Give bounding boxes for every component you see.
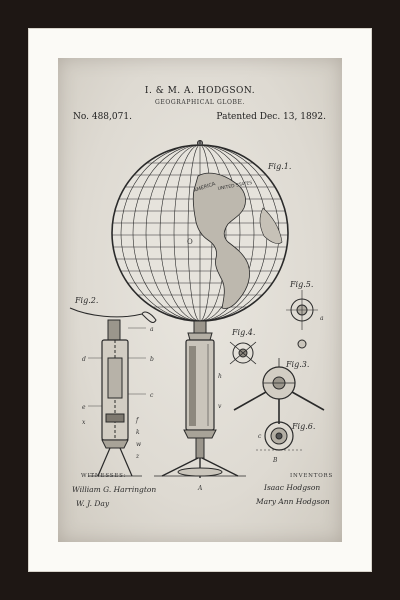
ref-letter: h	[218, 373, 222, 380]
ref-letter: z	[136, 453, 140, 460]
figure-4-socket	[230, 342, 256, 364]
ref-letter: A	[198, 485, 203, 492]
patent-number: No. 488,071.	[73, 112, 132, 122]
ref-letter: c	[150, 392, 154, 399]
patent-date: Patented Dec. 13, 1892.	[216, 112, 326, 122]
fig1-label: Fig.1.	[268, 162, 292, 171]
ref-letter: e	[82, 404, 86, 411]
figure-2-cutaway	[70, 308, 156, 476]
ref-letter: f	[136, 417, 139, 424]
fig6-label: Fig.6.	[292, 422, 316, 431]
ref-letter: k	[136, 429, 140, 436]
patent-print	[58, 58, 342, 542]
fig3-label: Fig.3.	[286, 360, 310, 369]
ref-letter: b	[150, 356, 154, 363]
witness-signature-2: W. J. Day	[76, 499, 110, 508]
figure-5-knob	[286, 290, 318, 348]
inventor-signature-1: Isaac Hodgson	[264, 483, 321, 492]
fig4-label: Fig.4.	[232, 328, 256, 337]
witnesses-label: WITNESSES:	[81, 473, 127, 479]
ref-letter: B	[273, 457, 278, 464]
patent-title: GEOGRAPHICAL GLOBE.	[155, 99, 245, 106]
ref-letter: v	[218, 403, 222, 410]
patent-drawing	[58, 58, 342, 542]
ref-letter: a	[320, 315, 324, 322]
globe-label-o: O	[187, 238, 193, 246]
patent-inventors-heading: I. & M. A. HODGSON.	[144, 86, 256, 96]
ref-letter: a	[150, 326, 154, 333]
fig5-label: Fig.5.	[290, 280, 314, 289]
ref-letter: w	[136, 441, 142, 448]
ref-letter: x	[82, 419, 86, 426]
inventors-label: INVENTORS	[290, 473, 334, 479]
fig2-label: Fig.2.	[75, 296, 99, 305]
figure-3-tripod	[234, 358, 324, 424]
witness-signature-1: William G. Harrington	[72, 485, 157, 494]
globe-stand	[154, 321, 246, 478]
inventor-signature-2: Mary Ann Hodgson	[256, 497, 330, 506]
ref-letter: d	[82, 356, 86, 363]
globe-label-america: AMERICA	[192, 181, 217, 194]
ref-letter: c	[258, 433, 262, 440]
globe-illustration	[108, 140, 292, 321]
globe-label-united-states: UNITED STATES	[217, 180, 253, 192]
